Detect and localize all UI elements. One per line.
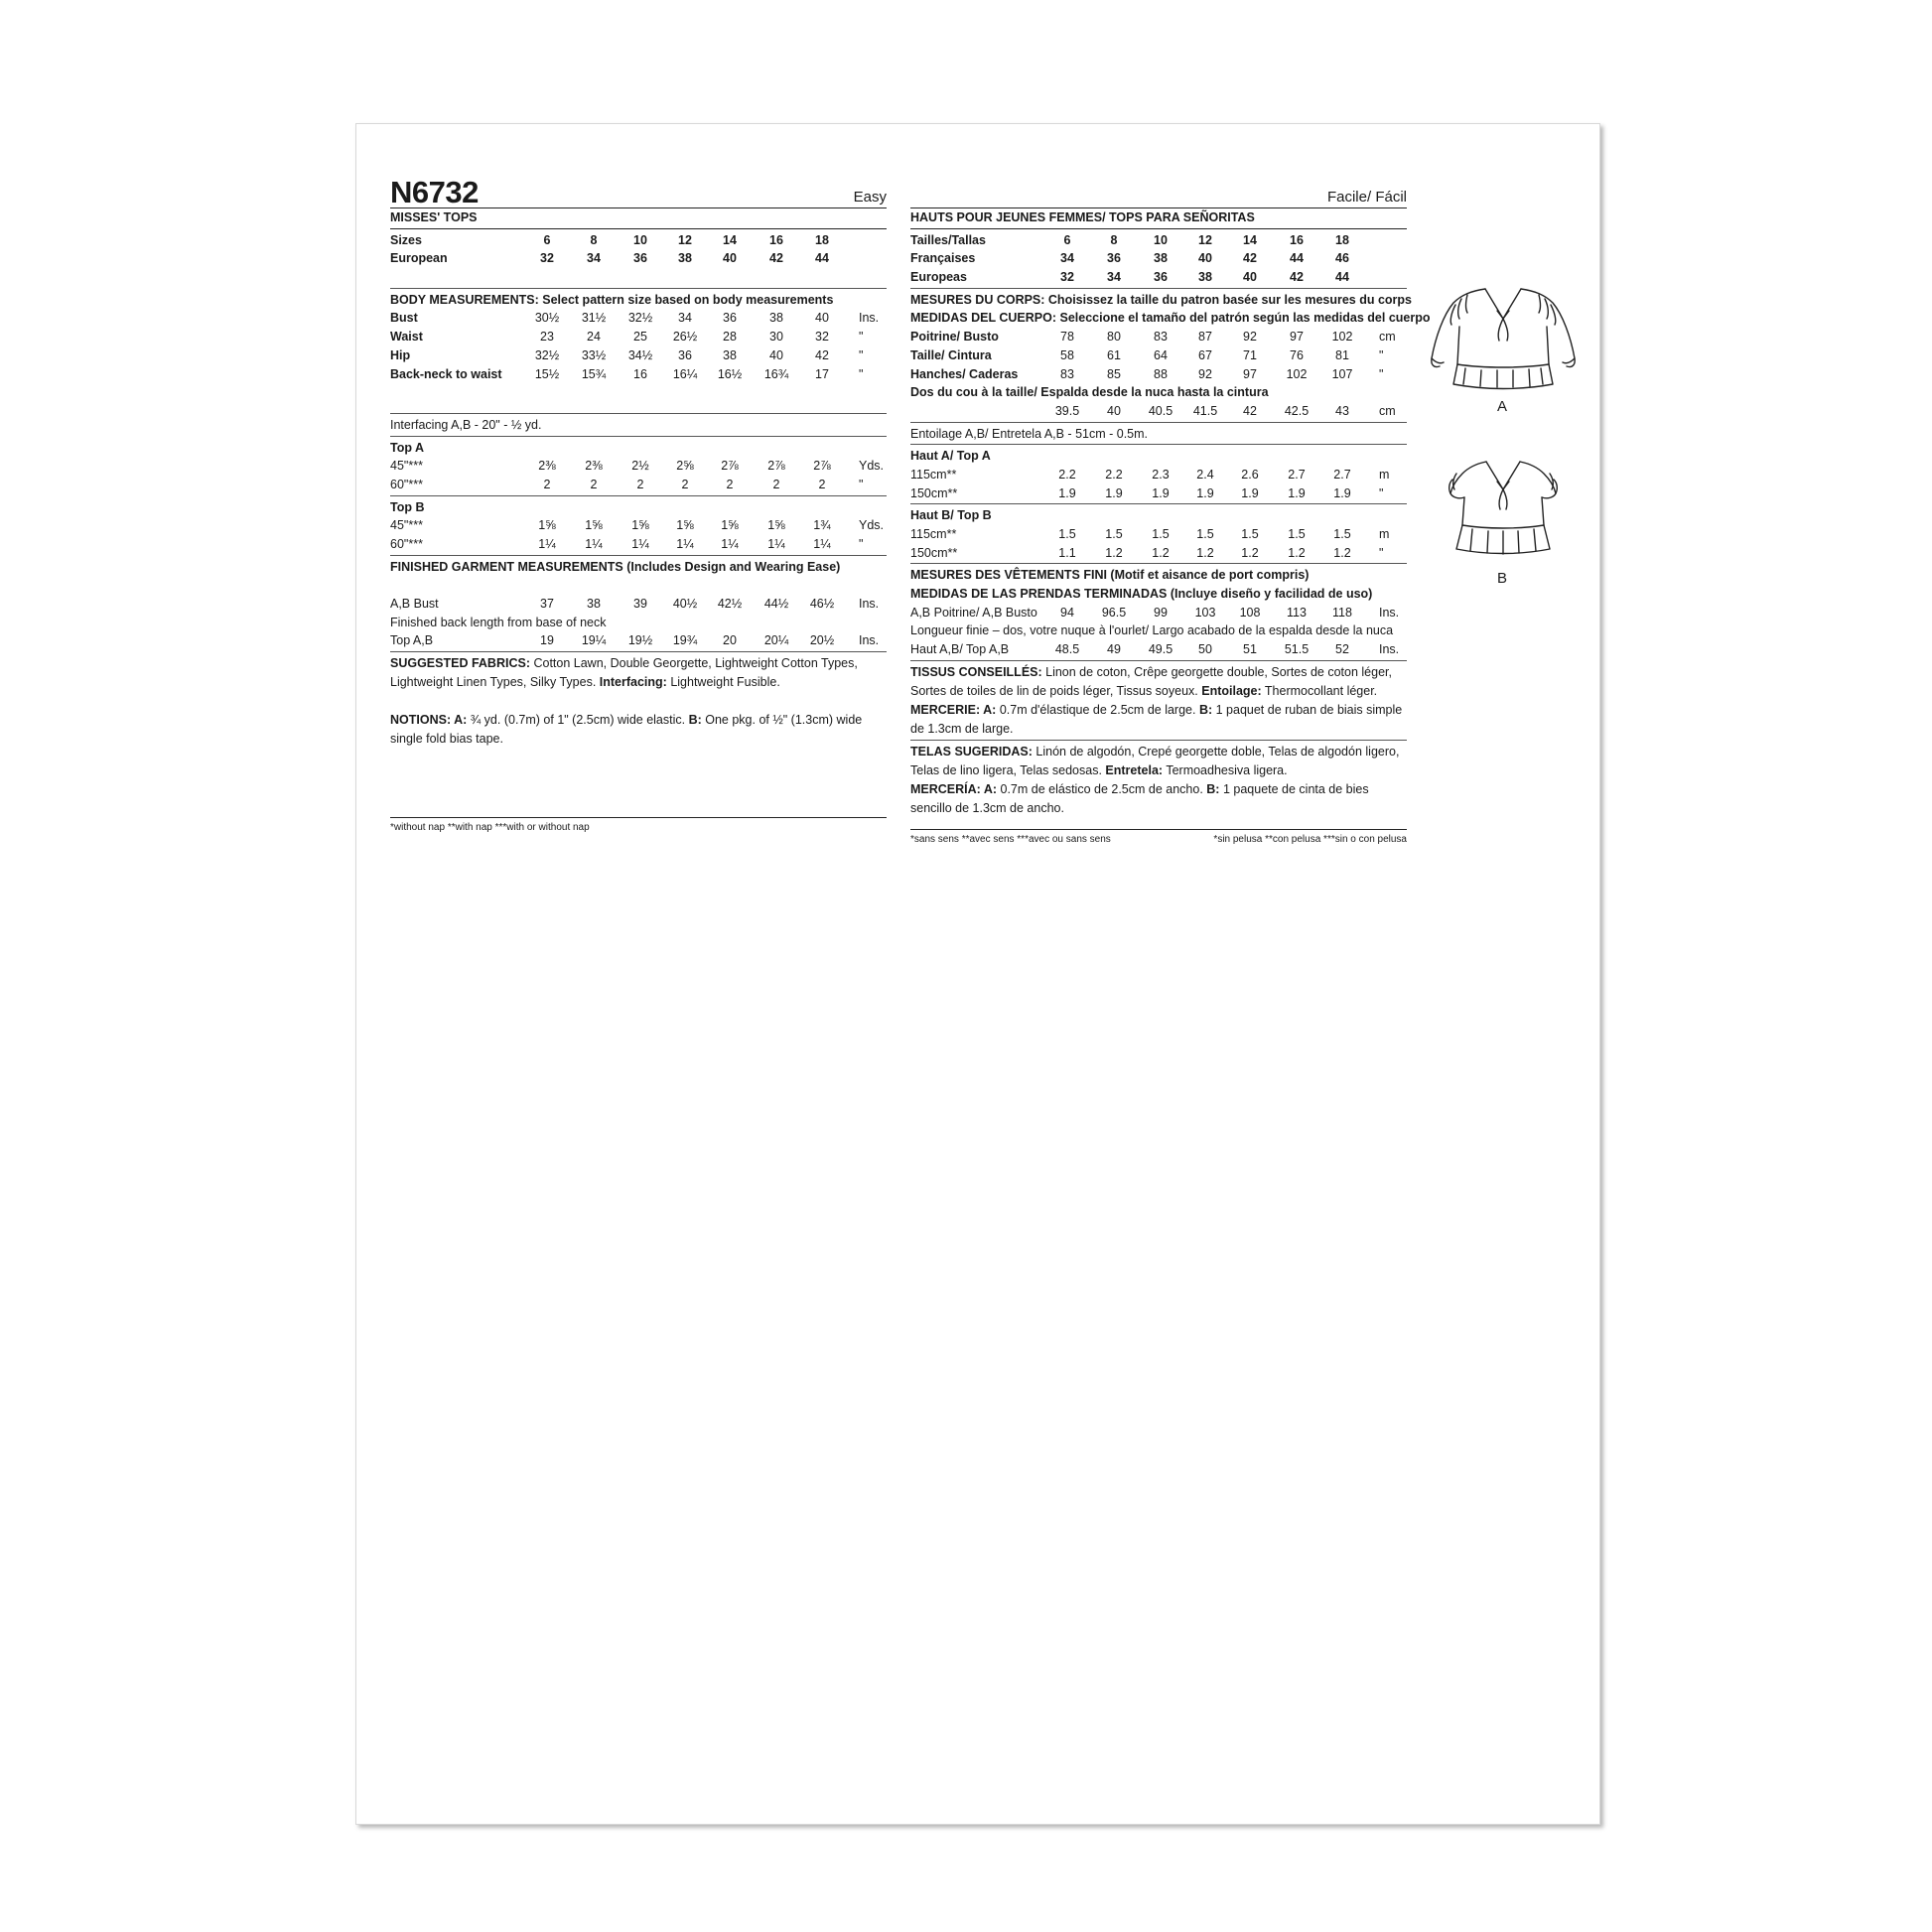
size-cell: 36 — [723, 311, 737, 326]
size-cell: 102 — [1331, 330, 1353, 345]
size-cell: 34½ — [627, 347, 653, 362]
interfacing-line-fr: Entoilage A,B/ Entretela A,B - 51cm - 0.5m. — [910, 426, 1149, 441]
size-cell: 1.9 — [1058, 485, 1076, 500]
finished-heading-fr: MESURES DES VÊTEMENTS FINI (Motif et aisance de port compris) — [910, 568, 1310, 583]
unit-label: " — [1379, 347, 1384, 362]
unit-label: Ins. — [1379, 605, 1400, 620]
size-cell: 36 — [678, 347, 692, 362]
size-cell: 26½ — [672, 330, 698, 345]
measurement-row — [390, 457, 887, 476]
size-cell: 44 — [1290, 251, 1304, 266]
back-length-label: Finished back length from base of neck — [390, 615, 607, 629]
row-label: Back-neck to waist — [390, 366, 502, 381]
size-cell: 1.2 — [1333, 545, 1351, 560]
unit-label: " — [1379, 545, 1384, 560]
row-label: 150cm** — [910, 485, 958, 500]
size-cell: 34 — [587, 251, 601, 266]
size-cell: 28 — [723, 330, 737, 345]
size-cell: 6 — [543, 232, 551, 247]
size-cell: 1.9 — [1241, 485, 1259, 500]
size-cell: 1⅝ — [721, 518, 739, 533]
finished-heading-es: MEDIDAS DE LAS PRENDAS TERMINADAS (Incluye diseño y facilidad de uso) — [910, 587, 1373, 602]
size-cell: 16½ — [717, 366, 743, 381]
size-cell: 2.3 — [1152, 467, 1170, 482]
size-cell: 113 — [1287, 605, 1307, 620]
title-bar-fr — [910, 174, 1407, 208]
row-label: European — [390, 251, 448, 266]
size-cell: 64 — [1154, 347, 1168, 362]
size-cell: 2 — [772, 477, 780, 491]
size-cell: 44 — [815, 251, 829, 266]
size-cell: 1¼ — [676, 537, 694, 551]
measurement-row — [390, 595, 887, 614]
row-label: Waist — [390, 330, 423, 345]
suggested-fabrics: SUGGESTED FABRICS: Cotton Lawn, Double Georgette, Lightweight Cotton Types, Lightweight Linen Types, Silky Types. Interfacing: Lightweight Fusible. — [390, 656, 858, 690]
merceria: MERCERÍA: A: 0.7m de elástico de 2.5cm de ancho. B: 1 paquete de cinta de bies sencillo de 1.3cm de ancho. — [910, 781, 1369, 815]
size-cell: 94 — [1060, 605, 1074, 620]
size-cell: 1.9 — [1196, 485, 1214, 500]
size-cell: 92 — [1243, 330, 1257, 345]
size-cell: 83 — [1060, 366, 1074, 381]
size-cell: 2.2 — [1058, 467, 1076, 482]
size-cell: 80 — [1107, 330, 1121, 345]
size-cell: 30 — [769, 330, 783, 345]
row-label: 60"*** — [390, 477, 423, 491]
top-a-heading-fr: Haut A/ Top A — [910, 449, 991, 464]
row-label: 60"*** — [390, 537, 423, 551]
size-cell: 39 — [633, 597, 647, 612]
size-cell: 1⅝ — [767, 518, 785, 533]
pattern-code: N6732 — [390, 175, 479, 209]
size-cell: 40 — [723, 251, 737, 266]
size-cell: 52 — [1335, 642, 1349, 657]
size-cell: 32½ — [627, 311, 653, 326]
footnote: *without nap **with nap ***with or without nap — [390, 821, 590, 833]
size-cell: 31½ — [581, 311, 607, 326]
size-cell: 1.1 — [1058, 545, 1076, 560]
measurement-row — [910, 544, 1407, 563]
size-cell: 1⅝ — [585, 518, 603, 533]
size-cell: 42½ — [717, 597, 743, 612]
size-cell: 97 — [1290, 330, 1304, 345]
size-cell: 2⅞ — [721, 459, 739, 474]
measurement-row — [910, 525, 1407, 544]
measurement-row — [390, 346, 887, 365]
size-cell: 97 — [1243, 366, 1257, 381]
unit-label: Yds. — [859, 459, 885, 474]
measurement-row — [910, 484, 1407, 503]
row-label: 150cm** — [910, 545, 958, 560]
size-cell: 46 — [1335, 251, 1349, 266]
size-cell: 58 — [1060, 347, 1074, 362]
top-a-heading: Top A — [390, 440, 425, 455]
size-cell: 2⅜ — [585, 459, 603, 474]
size-cell: 19¼ — [581, 633, 607, 648]
size-cell: 103 — [1194, 605, 1216, 620]
row-label: Hanches/ Caderas — [910, 366, 1019, 381]
tissus-conseilles: TISSUS CONSEILLÉS: Linon de coton, Crêpe georgette double, Sortes de coton léger, Sortes de toiles de lin de poids léger, Tissus soyeux. Entoilage: Thermocollant léger. — [910, 664, 1392, 698]
measurement-row — [390, 631, 887, 650]
size-cell: 1.5 — [1152, 527, 1170, 541]
size-cell: 37 — [540, 597, 554, 612]
measurement-row — [390, 516, 887, 535]
measurement-row — [910, 328, 1407, 346]
finished-measurements-heading: FINISHED GARMENT MEASUREMENTS (Includes Design and Wearing Ease) — [390, 559, 841, 574]
size-cell: 1¼ — [631, 537, 649, 551]
unit-label: cm — [1379, 330, 1396, 345]
size-cell: 18 — [815, 232, 829, 247]
size-cell: 1⅝ — [676, 518, 694, 533]
section-title: MISSES' TOPS — [390, 210, 478, 224]
size-cell: 1.5 — [1105, 527, 1123, 541]
size-cell: 40 — [1107, 403, 1121, 418]
size-cell: 38 — [723, 347, 737, 362]
size-cell: 18 — [1335, 232, 1349, 247]
back-heading: Dos du cou à la taille/ Espalda desde la nuca hasta la cintura — [910, 385, 1269, 400]
size-cell: 36 — [633, 251, 647, 266]
size-cell: 61 — [1107, 347, 1121, 362]
unit-label: Ins. — [859, 311, 880, 326]
size-cell: 15¾ — [581, 366, 607, 381]
size-cell: 1.2 — [1152, 545, 1170, 560]
unit-label: cm — [1379, 403, 1396, 418]
difficulty-level: Easy — [853, 189, 887, 206]
back-length-label-fr: Longueur finie – dos, votre nuque à l'ourlet/ Largo acabado de la espalda desde la nuca — [910, 623, 1394, 638]
size-cell: 76 — [1290, 347, 1304, 362]
size-cell: 2.7 — [1288, 467, 1306, 482]
size-cell: 51 — [1243, 642, 1257, 657]
size-cell: 34 — [1060, 251, 1074, 266]
size-cell: 92 — [1198, 366, 1212, 381]
size-cell: 51.5 — [1284, 642, 1310, 657]
size-cell: 1.5 — [1196, 527, 1214, 541]
size-cell: 32 — [1060, 270, 1074, 285]
measurement-row — [390, 328, 887, 346]
measurement-row — [910, 604, 1407, 622]
unit-label: " — [1379, 485, 1384, 500]
view-b-label: B — [1497, 570, 1508, 587]
size-cell: 10 — [1154, 232, 1168, 247]
size-cell: 108 — [1239, 605, 1261, 620]
size-cell: 12 — [1198, 232, 1212, 247]
measurement-row — [910, 249, 1407, 268]
measurement-row — [390, 476, 887, 494]
size-cell: 42 — [1243, 251, 1257, 266]
size-cell: 39.5 — [1054, 403, 1080, 418]
row-label: Haut A,B/ Top A,B — [910, 642, 1010, 657]
size-cell: 32 — [815, 330, 829, 345]
french-spanish-column — [910, 174, 1431, 848]
size-cell: 44 — [1335, 270, 1349, 285]
size-cell: 2⅜ — [538, 459, 556, 474]
view-a-label: A — [1497, 398, 1508, 415]
row-label: 115cm** — [910, 467, 957, 482]
size-cell: 1.5 — [1333, 527, 1351, 541]
size-cell: 38 — [769, 311, 783, 326]
unit-label: m — [1379, 467, 1390, 482]
size-cell: 2½ — [631, 459, 649, 474]
size-cell: 14 — [723, 232, 737, 247]
size-cell: 38 — [678, 251, 692, 266]
size-cell: 40½ — [672, 597, 698, 612]
size-cell: 20½ — [809, 633, 835, 648]
top-b-sketch — [1443, 454, 1564, 563]
size-cell: 40 — [1243, 270, 1257, 285]
size-cell: 2⅞ — [813, 459, 831, 474]
size-cell: 32 — [540, 251, 554, 266]
size-cell: 8 — [590, 232, 598, 247]
mercerie: MERCERIE: A: 0.7m d'élastique de 2.5cm de large. B: 1 paquet de ruban de biais simple de 1.3cm de large. — [910, 702, 1403, 736]
row-label: Taille/ Cintura — [910, 347, 992, 362]
size-cell: 42 — [815, 347, 829, 362]
size-cell: 1.5 — [1241, 527, 1259, 541]
size-cell: 2 — [636, 477, 644, 491]
measurement-row — [910, 466, 1407, 484]
size-cell: 1.9 — [1105, 485, 1123, 500]
top-b-heading: Top B — [390, 499, 425, 514]
measurement-row — [910, 346, 1407, 365]
size-cell: 15½ — [534, 366, 560, 381]
measurement-row — [910, 268, 1407, 287]
title-bar — [390, 174, 887, 208]
size-cell: 19 — [540, 633, 554, 648]
size-cell: 2⅞ — [767, 459, 785, 474]
size-cell: 25 — [633, 330, 647, 345]
size-cell: 85 — [1107, 366, 1121, 381]
size-cell: 107 — [1331, 366, 1353, 381]
measurement-row — [910, 402, 1407, 421]
size-cell: 1¼ — [721, 537, 739, 551]
size-cell: 46½ — [809, 597, 835, 612]
size-cell: 40 — [815, 311, 829, 326]
size-cell: 2 — [590, 477, 598, 491]
size-cell: 96.5 — [1101, 605, 1127, 620]
body-heading-es: MEDIDAS DEL CUERPO: Seleccione el tamaño del patrón según las medidas del cuerpo — [910, 311, 1431, 326]
size-cell: 1¼ — [767, 537, 785, 551]
size-cell: 32½ — [534, 347, 560, 362]
size-cell: 2⅝ — [676, 459, 694, 474]
size-cell: 38 — [587, 597, 601, 612]
size-cell: 34 — [678, 311, 692, 326]
measurement-row — [390, 309, 887, 328]
body-heading-fr: MESURES DU CORPS: Choisissez la taille du patron basée sur les mesures du corps — [910, 292, 1413, 307]
size-cell: 118 — [1332, 605, 1352, 620]
size-cell: 42 — [1290, 270, 1304, 285]
size-cell: 1.2 — [1196, 545, 1214, 560]
size-cell: 1¼ — [538, 537, 556, 551]
row-label: Top A,B — [390, 633, 434, 648]
size-cell: 1.5 — [1288, 527, 1306, 541]
size-cell: 1¼ — [585, 537, 603, 551]
size-cell: 99 — [1154, 605, 1168, 620]
size-cell: 38 — [1198, 270, 1212, 285]
section-title-fr: HAUTS POUR JEUNES FEMMES/ TOPS PARA SEÑORITAS — [910, 210, 1255, 224]
measurement-row — [390, 365, 887, 384]
unit-label: " — [859, 477, 864, 491]
unit-label: " — [859, 366, 864, 381]
size-cell: 44½ — [763, 597, 789, 612]
size-cell: 14 — [1243, 232, 1257, 247]
unit-label: Ins. — [859, 633, 880, 648]
row-label: Hip — [390, 347, 411, 362]
measurement-row — [390, 249, 887, 268]
size-cell: 20 — [723, 633, 737, 648]
size-cell: 2.7 — [1333, 467, 1351, 482]
size-cell: 42.5 — [1284, 403, 1310, 418]
size-cell: 48.5 — [1054, 642, 1080, 657]
measurement-row — [390, 231, 887, 250]
size-cell: 71 — [1243, 347, 1257, 362]
size-cell: 78 — [1060, 330, 1074, 345]
size-cell: 17 — [815, 366, 829, 381]
size-cell: 38 — [1154, 251, 1168, 266]
size-cell: 2 — [543, 477, 551, 491]
size-cell: 6 — [1063, 232, 1071, 247]
size-cell: 2.6 — [1241, 467, 1259, 482]
top-b-heading-fr: Haut B/ Top B — [910, 508, 992, 523]
size-cell: 102 — [1286, 366, 1308, 381]
difficulty-level-fr: Facile/ Fácil — [1326, 189, 1407, 206]
row-label: Tailles/Tallas — [910, 232, 986, 247]
size-cell: 16 — [1290, 232, 1304, 247]
size-cell: 1.2 — [1288, 545, 1306, 560]
english-column — [390, 174, 887, 836]
size-cell: 41.5 — [1192, 403, 1218, 418]
row-label: A,B Poitrine/ A,B Busto — [910, 605, 1037, 620]
size-cell: 30½ — [534, 311, 560, 326]
size-cell: 83 — [1154, 330, 1168, 345]
notions: NOTIONS: A: ¾ yd. (0.7m) of 1" (2.5cm) wide elastic. B: One pkg. of ½" (1.3cm) wide single fold bias tape. — [390, 712, 863, 746]
body-measurements-heading: BODY MEASUREMENTS: Select pattern size based on body measurements — [390, 292, 834, 307]
row-label: 45"*** — [390, 518, 423, 533]
footnote-fr-es: *sans sens **avec sens ***avec ou sans sens *sin pelusa **con pelusa ***sin o con pelusa — [910, 833, 1407, 845]
measurement-row — [910, 231, 1407, 250]
telas-sugeridas: TELAS SUGERIDAS: Linón de algodón, Crepé georgette doble, Telas de algodón ligero, Telas de lino ligera, Telas sedosas. Entretela: Termoadhesiva ligera. — [910, 744, 1400, 777]
top-a-sketch — [1426, 281, 1581, 392]
row-label: A,B Bust — [390, 597, 439, 612]
size-cell: 2 — [681, 477, 689, 491]
unit-label: Ins. — [1379, 642, 1400, 657]
size-cell: 1⅝ — [538, 518, 556, 533]
size-cell: 19½ — [627, 633, 653, 648]
size-cell: 42 — [769, 251, 783, 266]
size-cell: 34 — [1107, 270, 1121, 285]
size-cell: 8 — [1110, 232, 1118, 247]
size-cell: 1.9 — [1333, 485, 1351, 500]
unit-label: " — [859, 330, 864, 345]
size-cell: 20¼ — [763, 633, 789, 648]
unit-label: m — [1379, 527, 1390, 541]
size-cell: 36 — [1154, 270, 1168, 285]
size-cell: 12 — [678, 232, 692, 247]
unit-label: " — [859, 537, 864, 551]
row-label: 45"*** — [390, 459, 423, 474]
row-label: Europeas — [910, 270, 967, 285]
size-cell: 40 — [1198, 251, 1212, 266]
measurement-row — [910, 365, 1407, 384]
size-cell: 40 — [769, 347, 783, 362]
size-cell: 1.5 — [1058, 527, 1076, 541]
size-cell: 1¾ — [813, 518, 831, 533]
size-cell: 2.4 — [1196, 467, 1214, 482]
size-cell: 2 — [726, 477, 734, 491]
interfacing-line: Interfacing A,B - 20" - ½ yd. — [390, 417, 542, 432]
size-cell: 23 — [540, 330, 554, 345]
row-label: Sizes — [390, 232, 422, 247]
size-cell: 16¼ — [672, 366, 698, 381]
size-cell: 1¼ — [813, 537, 831, 551]
size-cell: 49.5 — [1148, 642, 1173, 657]
size-cell: 2 — [818, 477, 826, 491]
size-cell: 1.9 — [1152, 485, 1170, 500]
size-cell: 49 — [1107, 642, 1121, 657]
row-label: Poitrine/ Busto — [910, 330, 999, 345]
row-label: 115cm** — [910, 527, 957, 541]
size-cell: 1.2 — [1105, 545, 1123, 560]
size-cell: 33½ — [581, 347, 607, 362]
size-cell: 88 — [1154, 366, 1168, 381]
size-cell: 16 — [769, 232, 783, 247]
size-cell: 1.9 — [1288, 485, 1306, 500]
size-cell: 40.5 — [1148, 403, 1173, 418]
size-cell: 19¾ — [672, 633, 698, 648]
pattern-sheet — [355, 123, 1600, 1825]
size-cell: 67 — [1198, 347, 1212, 362]
size-cell: 42 — [1243, 403, 1257, 418]
unit-label: Ins. — [859, 597, 880, 612]
size-cell: 1.2 — [1241, 545, 1259, 560]
row-label: Françaises — [910, 251, 976, 266]
measurement-row — [390, 535, 887, 554]
size-cell: 10 — [633, 232, 647, 247]
unit-label: Yds. — [859, 518, 885, 533]
unit-label: " — [859, 347, 864, 362]
size-cell: 2.2 — [1105, 467, 1123, 482]
size-cell: 24 — [587, 330, 601, 345]
size-cell: 36 — [1107, 251, 1121, 266]
size-cell: 16¾ — [763, 366, 789, 381]
measurement-row — [910, 640, 1407, 659]
size-cell: 1⅝ — [631, 518, 649, 533]
size-cell: 43 — [1335, 403, 1349, 418]
size-cell: 50 — [1198, 642, 1212, 657]
unit-label: " — [1379, 366, 1384, 381]
size-cell: 16 — [633, 366, 647, 381]
row-label: Bust — [390, 311, 418, 326]
size-cell: 87 — [1198, 330, 1212, 345]
size-cell: 81 — [1335, 347, 1349, 362]
